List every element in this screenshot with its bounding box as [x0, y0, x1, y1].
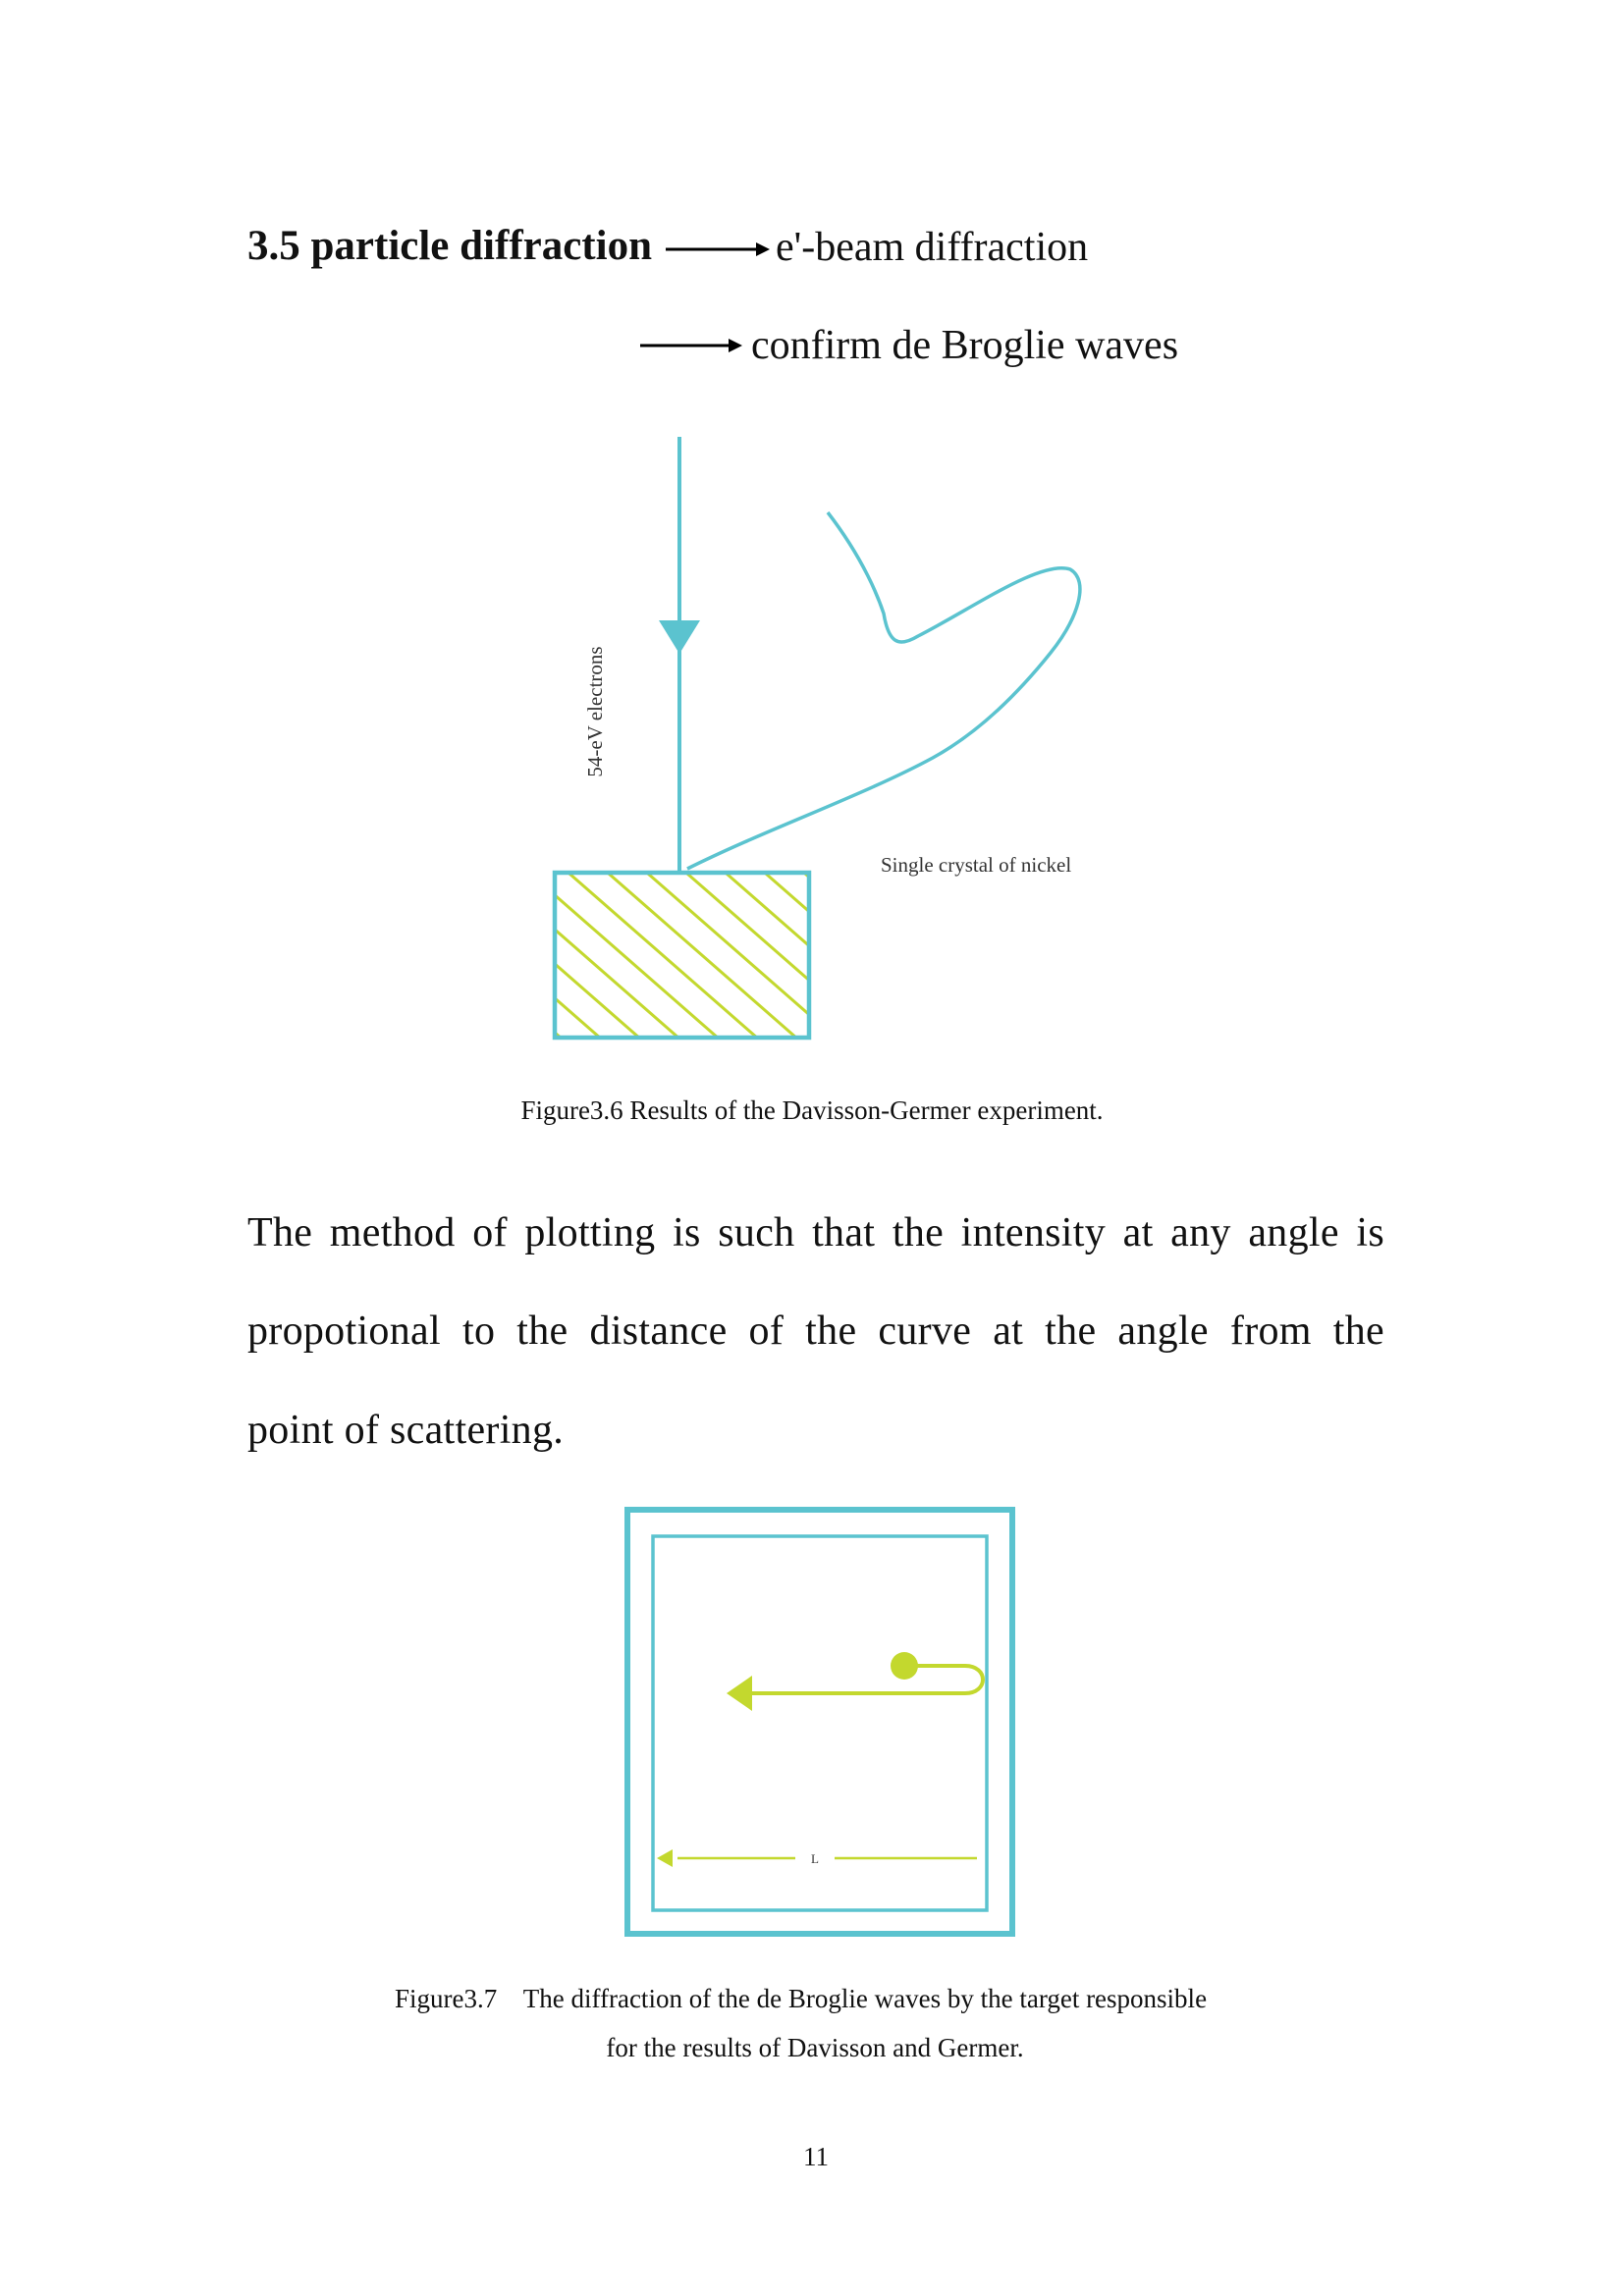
paragraph-line: The method of plotting is such that the intensity at any angle is [247, 1210, 1384, 1255]
figure2-caption-line1: Figure3.7 The diffraction of the de Broglie waves by the target responsible [395, 1984, 1208, 2013]
paragraph-line: point of scattering. [247, 1408, 565, 1453]
paragraph-line: propotional to the distance of the curve at the angle from the [247, 1308, 1384, 1354]
arrow-right-icon [666, 242, 770, 256]
intensity-curve [687, 512, 1080, 869]
arrow1-text: e'-beam diffraction [776, 225, 1089, 270]
beam-arrowhead-icon [659, 620, 700, 654]
inner-frame [653, 1536, 987, 1910]
wave-path [746, 1666, 983, 1693]
length-label: L [811, 1851, 819, 1866]
beam-label: 54-eV electrons [583, 646, 607, 777]
section-heading: 3.5 particle diffraction [247, 223, 652, 269]
outer-frame [627, 1510, 1012, 1934]
figure1-caption: Figure3.6 Results of the Davisson-Germer experiment. [520, 1095, 1104, 1125]
nickel-crystal [555, 873, 809, 1038]
arrow-right-icon [640, 339, 742, 352]
figure-de-broglie-target [627, 1510, 1012, 1934]
arrow2-text: confirm de Broglie waves [751, 323, 1179, 368]
figure-davisson-germer [255, 437, 1080, 1080]
length-arrowhead-icon [657, 1849, 673, 1867]
page-number: 11 [803, 2142, 829, 2171]
figure2-caption-line2: for the results of Davisson and Germer. [606, 2033, 1024, 2062]
crystal-label: Single crystal of nickel [881, 853, 1072, 877]
wave-arrowhead-icon [727, 1676, 752, 1711]
